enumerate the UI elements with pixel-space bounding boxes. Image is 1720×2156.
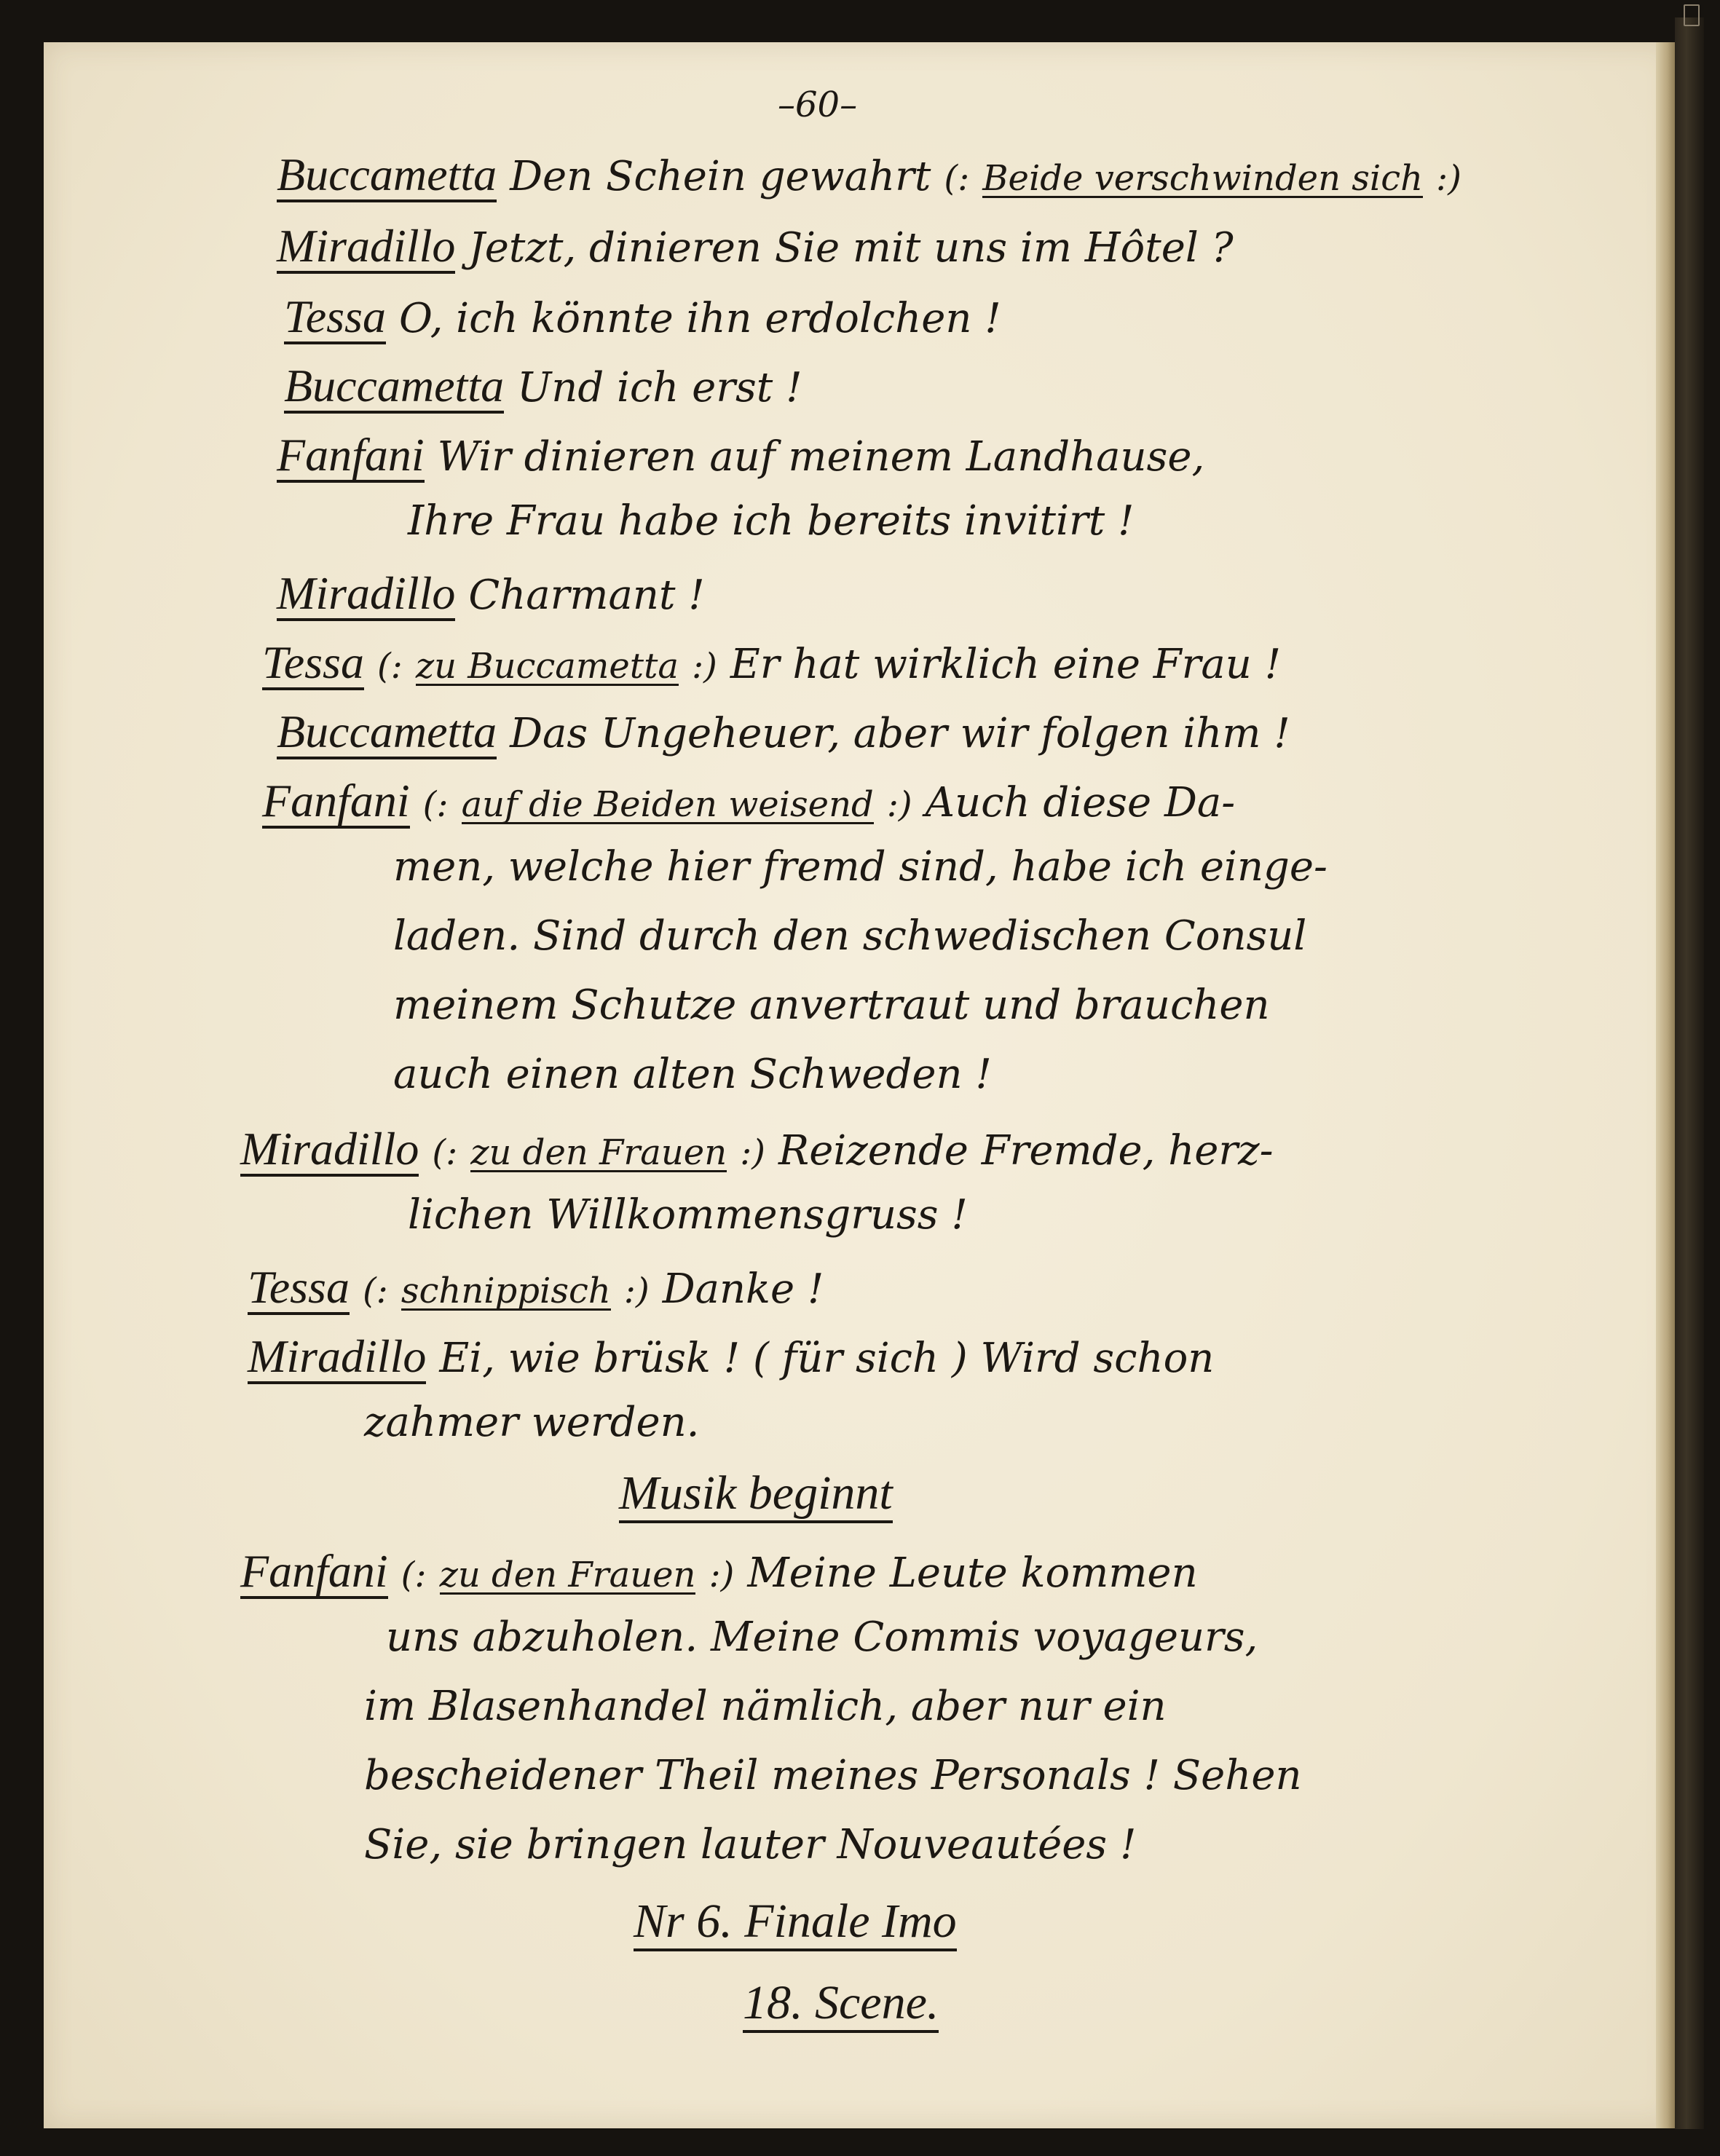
line-text: Reizende Fremde, herz- bbox=[778, 1127, 1274, 1174]
line-text: O, ich könnte ihn erdolchen ! bbox=[398, 295, 1001, 342]
continuation-line bbox=[393, 843, 1328, 891]
line-text: Wir dinieren auf meinem Landhause, bbox=[437, 433, 1205, 481]
line-text: Und ich erst ! bbox=[517, 364, 802, 411]
dialogue-line: Tessa (: schnippisch :) Danke ! bbox=[248, 1264, 824, 1315]
dialogue-line bbox=[277, 429, 1205, 483]
dialogue-line: Buccametta Den Schein gewahrt (: Beide verschwinden sich :) bbox=[277, 151, 1461, 202]
speaker-name: Buccametta bbox=[277, 708, 497, 759]
continuation-line bbox=[408, 497, 1135, 545]
continuation-line bbox=[386, 1614, 1258, 1661]
speaker-name: Tessa bbox=[248, 1264, 350, 1315]
dialogue-line bbox=[277, 220, 1234, 274]
line-text: uns abzuholen. Meine Commis voyageurs, bbox=[386, 1614, 1258, 1661]
speaker-name: Tessa bbox=[284, 293, 386, 344]
dialogue-line bbox=[284, 293, 1001, 344]
speaker-name: Fanfani bbox=[277, 432, 425, 483]
line-text: meinem Schutze anvertraut und brauchen bbox=[393, 982, 1270, 1029]
stage-direction: zu Buccametta bbox=[415, 646, 679, 687]
line-text: Charmant ! bbox=[468, 572, 705, 619]
edge-mark bbox=[1684, 4, 1700, 26]
continuation-line bbox=[364, 1752, 1302, 1799]
dialogue-line: Tessa (: zu Buccametta :) Er hat wirklich eine Frau ! bbox=[262, 639, 1281, 690]
continuation-line bbox=[364, 1821, 1137, 1868]
line-text: auch einen alten Schweden ! bbox=[393, 1051, 992, 1098]
stage-direction: zu den Frauen bbox=[439, 1555, 696, 1595]
line-text: Den Schein gewahrt bbox=[510, 153, 931, 200]
speaker-name: Miradillo bbox=[248, 1333, 426, 1384]
continuation-line bbox=[393, 912, 1307, 960]
speaker-name: Miradillo bbox=[277, 570, 455, 621]
speaker-name: Miradillo bbox=[240, 1126, 419, 1177]
scene-heading: 18. Scene. bbox=[743, 1979, 939, 2033]
line-text: Danke ! bbox=[662, 1265, 824, 1313]
dialogue-line: Fanfani (: auf die Beiden weisend :) Auch diese Da- bbox=[262, 778, 1235, 829]
stage-direction: auf die Beiden weisend bbox=[461, 784, 874, 825]
continuation-line bbox=[393, 1051, 992, 1098]
line-text: Sie, sie bringen lauter Nouveautées ! bbox=[364, 1821, 1137, 1868]
dialogue-line bbox=[277, 708, 1290, 759]
dialogue-line bbox=[284, 360, 802, 414]
line-text: Meine Leute kommen bbox=[747, 1549, 1198, 1597]
line-text: im Blasenhandel nämlich, aber nur ein bbox=[364, 1683, 1167, 1730]
dialogue-line: Fanfani (: zu den Frauen :) Meine Leute kommen bbox=[240, 1548, 1198, 1599]
speaker-name: Fanfani bbox=[262, 778, 410, 829]
stage-direction: Beide verschwinden sich bbox=[982, 158, 1424, 199]
continuation-line bbox=[364, 1683, 1167, 1730]
manuscript-page bbox=[44, 42, 1675, 2128]
page-number: –60– bbox=[778, 84, 858, 125]
speaker-name: Miradillo bbox=[277, 223, 455, 274]
speaker-name: Buccametta bbox=[284, 363, 504, 414]
line-text: Auch diese Da- bbox=[925, 779, 1236, 826]
dialogue-line bbox=[277, 567, 705, 621]
line-text: men, welche hier fremd sind, habe ich einge- bbox=[393, 843, 1328, 891]
line-text: lichen Willkommensgruss ! bbox=[408, 1191, 968, 1239]
speaker-name: Tessa bbox=[262, 639, 364, 690]
dialogue-line bbox=[248, 1330, 1215, 1384]
continuation-line bbox=[364, 1399, 700, 1446]
stage-direction: zu den Frauen bbox=[470, 1132, 727, 1173]
line-text: Er hat wirklich eine Frau ! bbox=[730, 641, 1282, 688]
line-text: bescheidener Theil meines Personals ! Sehen bbox=[364, 1752, 1302, 1799]
continuation-line bbox=[408, 1191, 968, 1239]
speaker-name: Fanfani bbox=[240, 1548, 388, 1599]
number-heading: Nr 6. Finale Imo bbox=[634, 1898, 957, 1951]
dialogue-line: Miradillo (: zu den Frauen :) Reizende Fremde, herz- bbox=[240, 1126, 1274, 1177]
line-text: Das Ungeheuer, aber wir folgen ihm ! bbox=[510, 710, 1290, 757]
page-fold bbox=[1656, 42, 1675, 2128]
section-heading: Musik beginnt bbox=[619, 1469, 893, 1523]
line-text: Jetzt, dinieren Sie mit uns im Hôtel ? bbox=[468, 224, 1234, 272]
speaker-name: Buccametta bbox=[277, 151, 497, 202]
line-text: laden. Sind durch den schwedischen Consul bbox=[393, 912, 1307, 960]
line-text: Ei, wie brüsk ! ( für sich ) Wird schon bbox=[439, 1335, 1215, 1382]
continuation-line bbox=[393, 982, 1270, 1029]
stage-direction: schnippisch bbox=[401, 1271, 611, 1311]
line-text: Ihre Frau habe ich bereits invitirt ! bbox=[408, 497, 1135, 545]
book-edge bbox=[1675, 17, 1704, 2129]
line-text: zahmer werden. bbox=[364, 1399, 700, 1446]
